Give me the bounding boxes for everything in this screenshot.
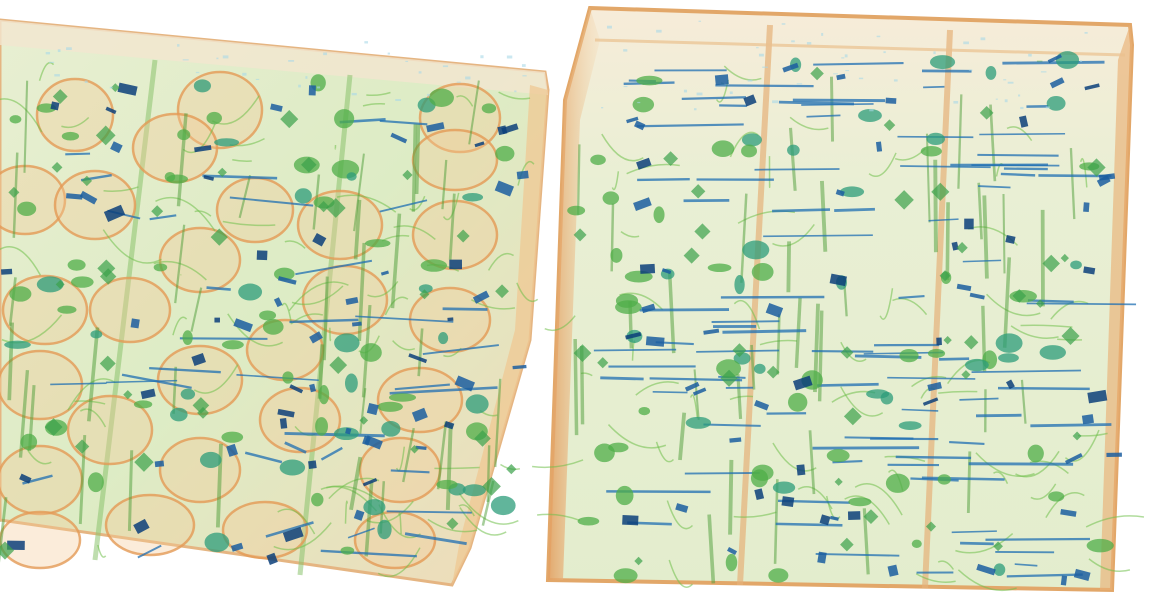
cyan-speckle: [807, 42, 811, 44]
component-oval: [921, 146, 942, 156]
component-oval: [381, 421, 400, 437]
metal-rod: [939, 359, 969, 360]
component-oval: [71, 276, 94, 287]
stick-object: [488, 445, 489, 502]
cyan-speckle: [457, 82, 461, 83]
component-oval: [377, 402, 403, 412]
dense-component: [449, 260, 462, 269]
dense-component: [964, 219, 974, 230]
component-oval: [365, 239, 390, 247]
cyan-speckle: [797, 83, 803, 84]
component-oval: [466, 394, 489, 413]
metal-rod: [977, 155, 1058, 156]
component-oval: [4, 341, 31, 349]
component-oval: [436, 480, 457, 489]
component-oval: [177, 129, 190, 140]
dense-component: [447, 317, 453, 321]
component-oval: [183, 330, 193, 345]
cyan-speckle: [395, 99, 401, 101]
component-oval: [170, 408, 188, 422]
cyan-speckle: [364, 41, 368, 43]
component-oval: [421, 259, 447, 271]
cyan-speckle: [443, 65, 448, 67]
metal-rod: [443, 309, 488, 310]
component-oval: [10, 115, 22, 123]
cyan-speckle: [317, 86, 320, 88]
component-oval: [280, 460, 305, 476]
stick-object: [788, 241, 789, 292]
cyan-speckle: [1020, 107, 1023, 109]
tag-object: [506, 464, 516, 474]
cyan-speckle: [480, 55, 483, 58]
component-oval: [773, 481, 795, 493]
component-oval: [334, 333, 359, 352]
cyan-speckle: [1046, 106, 1050, 108]
cyan-speckle: [405, 61, 408, 62]
cyan-speckle: [1008, 82, 1014, 84]
cyan-speckle: [637, 102, 640, 103]
component-oval: [90, 330, 102, 338]
cyan-speckle: [730, 91, 733, 94]
cyan-speckle: [49, 62, 54, 63]
cyan-speckle: [762, 67, 768, 68]
component-oval: [986, 66, 997, 80]
cyan-speckle: [953, 101, 958, 104]
component-oval: [742, 241, 769, 260]
cyan-speckle: [1080, 60, 1082, 62]
component-oval: [938, 474, 951, 484]
component-oval: [930, 55, 955, 69]
metal-rod: [600, 378, 643, 379]
metal-rod: [703, 425, 760, 426]
component-oval: [315, 417, 328, 436]
component-oval: [238, 284, 262, 301]
metal-rod: [813, 448, 920, 449]
component-oval: [334, 109, 354, 128]
cyan-speckle: [969, 70, 973, 71]
dense-component: [817, 552, 826, 564]
stick-object: [578, 144, 579, 214]
metal-rod: [65, 154, 90, 155]
component-oval: [57, 306, 76, 314]
component-oval: [463, 484, 486, 496]
cyan-speckle: [522, 64, 526, 67]
component-oval: [734, 275, 744, 294]
metal-rod: [817, 384, 879, 385]
component-oval: [363, 499, 385, 515]
component-oval: [636, 76, 662, 86]
component-oval: [996, 333, 1023, 352]
cyan-speckle: [883, 51, 885, 53]
component-oval: [899, 421, 922, 430]
component-oval: [752, 263, 774, 281]
component-oval: [787, 145, 800, 156]
component-oval: [633, 97, 655, 112]
component-oval: [965, 359, 989, 371]
cyan-speckle: [933, 51, 935, 54]
metal-rod: [1028, 300, 1074, 301]
metal-rod: [979, 134, 1065, 135]
component-oval: [438, 332, 448, 344]
metal-rod: [685, 473, 760, 474]
component-oval: [263, 319, 284, 335]
cyan-speckle: [697, 93, 703, 96]
dense-component: [309, 85, 316, 95]
component-oval: [926, 133, 945, 145]
component-oval: [912, 540, 922, 548]
cyan-speckle: [607, 26, 612, 29]
dense-component: [936, 337, 942, 345]
cyan-speckle: [177, 44, 179, 47]
metal-rod: [1001, 174, 1035, 175]
cyan-speckle: [859, 78, 863, 80]
component-oval: [639, 407, 651, 415]
component-oval: [768, 568, 788, 582]
dense-component: [640, 264, 655, 274]
cyan-speckle: [66, 47, 72, 50]
cyan-speckle: [684, 90, 687, 93]
dense-component: [1106, 453, 1122, 457]
stick-object: [820, 311, 822, 402]
cyan-speckle: [256, 79, 259, 80]
cyan-speckle: [110, 87, 113, 89]
cyan-speckle: [759, 54, 764, 57]
cyan-speckle: [791, 40, 795, 42]
metal-rod: [969, 464, 1073, 465]
component-oval: [712, 140, 735, 157]
cyan-speckle: [821, 33, 823, 36]
cyan-speckle: [419, 71, 422, 73]
component-oval: [429, 89, 454, 107]
component-oval: [482, 103, 496, 113]
component-oval: [686, 417, 711, 429]
cyan-speckle: [772, 100, 778, 103]
dense-component: [715, 74, 729, 85]
component-oval: [866, 389, 889, 398]
cyan-speckle: [833, 73, 838, 74]
wire-trace: [330, 328, 331, 341]
component-oval: [389, 393, 416, 401]
component-oval: [319, 385, 330, 404]
metal-rod: [985, 539, 1089, 540]
cyan-speckle: [85, 81, 88, 83]
metal-rod: [923, 87, 944, 88]
cyan-speckle: [996, 99, 998, 100]
component-oval: [603, 191, 620, 204]
cyan-speckle: [216, 58, 218, 60]
dense-component: [796, 464, 805, 475]
metal-rod: [1030, 425, 1111, 426]
cyan-speckle: [507, 56, 512, 59]
component-oval: [495, 146, 514, 162]
cyan-speckle: [748, 80, 753, 82]
dense-component: [622, 515, 638, 525]
metal-rod: [834, 209, 875, 210]
metal-rod: [1002, 62, 1104, 63]
stick-object: [413, 124, 415, 212]
component-oval: [9, 286, 31, 301]
component-oval: [21, 434, 38, 450]
dense-component: [257, 250, 268, 260]
component-oval: [221, 432, 243, 443]
component-oval: [1087, 539, 1114, 553]
component-oval: [154, 263, 168, 271]
cyan-speckle: [845, 70, 849, 71]
component-oval: [295, 188, 312, 203]
component-oval: [578, 517, 600, 526]
cyan-speckle: [1005, 99, 1008, 102]
cyan-speckle: [465, 76, 470, 79]
dense-component: [1, 269, 12, 275]
stick-object: [984, 195, 987, 278]
component-oval: [181, 389, 195, 400]
cyan-speckle: [352, 93, 357, 95]
stick-object: [935, 160, 936, 252]
cyan-speckle: [223, 55, 229, 58]
component-oval: [1040, 345, 1066, 360]
cyan-speckle: [624, 86, 628, 87]
stick-object: [778, 314, 780, 374]
cyan-speckle: [54, 74, 60, 76]
component-oval: [590, 155, 606, 165]
component-oval: [214, 138, 239, 146]
component-oval: [708, 264, 732, 272]
metal-rod: [712, 321, 780, 322]
stick-object: [417, 124, 419, 194]
component-oval: [1048, 491, 1064, 501]
component-oval: [222, 340, 244, 349]
cyan-speckle: [196, 72, 199, 73]
dense-component: [280, 418, 287, 429]
cyan-speckle: [1028, 54, 1032, 57]
component-oval: [462, 193, 483, 201]
component-oval: [754, 364, 766, 374]
cyan-speckle: [782, 23, 786, 25]
cyan-speckle: [298, 85, 301, 88]
component-oval: [848, 497, 871, 506]
component-oval: [205, 533, 230, 552]
component-oval: [360, 343, 382, 362]
dense-component: [155, 461, 164, 468]
component-oval: [741, 145, 757, 158]
dense-component: [886, 98, 897, 104]
component-oval: [282, 371, 293, 383]
component-oval: [1047, 96, 1066, 111]
component-oval: [610, 248, 622, 263]
cyan-speckle: [323, 53, 327, 56]
component-oval: [567, 206, 585, 216]
component-oval: [88, 472, 104, 492]
component-oval: [207, 112, 222, 124]
component-oval: [899, 349, 918, 362]
metal-rod: [776, 524, 843, 525]
stick-object: [1003, 194, 1004, 273]
wire-trace: [98, 545, 106, 557]
component-oval: [614, 568, 638, 583]
metal-rod: [180, 338, 268, 339]
component-oval: [608, 443, 628, 453]
metal-rod: [755, 169, 840, 170]
component-oval: [311, 493, 323, 506]
cyan-speckle: [1041, 71, 1047, 72]
dense-component: [646, 336, 665, 346]
component-oval: [194, 79, 211, 92]
cyan-speckle: [1003, 79, 1006, 80]
dense-component: [214, 318, 220, 323]
metal-rod: [653, 392, 688, 393]
cyan-speckle: [242, 73, 246, 76]
cyan-speckle: [894, 79, 898, 81]
dense-component: [517, 171, 529, 180]
dense-component: [848, 511, 860, 520]
component-oval: [751, 469, 768, 487]
metal-rod: [715, 85, 813, 86]
dense-component: [308, 460, 317, 469]
cyan-speckle: [963, 41, 969, 44]
component-oval: [200, 452, 222, 468]
component-oval: [788, 393, 807, 412]
cyan-speckle: [46, 52, 50, 54]
component-oval: [1028, 445, 1044, 463]
metal-rod: [960, 543, 994, 544]
cyan-speckle: [981, 37, 986, 40]
component-oval: [62, 132, 79, 141]
metal-rod: [998, 388, 1090, 389]
component-oval: [616, 294, 638, 308]
cyan-speckle: [514, 90, 516, 92]
cyan-speckle: [869, 109, 873, 111]
cyan-speckle: [877, 36, 881, 38]
component-oval: [347, 172, 357, 180]
dense-component: [781, 496, 794, 507]
metal-rod: [793, 100, 885, 101]
metal-rod: [722, 331, 806, 333]
cyan-speckle: [58, 49, 61, 52]
component-oval: [928, 349, 945, 358]
dense-component: [1083, 202, 1089, 212]
component-oval: [377, 520, 391, 540]
component-oval: [616, 486, 634, 505]
cyan-speckle: [601, 107, 603, 108]
cyan-speckle: [427, 94, 430, 97]
cyan-speckle: [388, 53, 390, 55]
cyan-speckle: [522, 75, 526, 76]
dense-component: [1082, 414, 1094, 424]
stick-object: [968, 451, 969, 513]
dense-component: [131, 318, 140, 328]
metal-rod: [772, 210, 830, 211]
component-oval: [654, 206, 665, 223]
component-oval: [68, 259, 86, 270]
cyan-speckle: [756, 47, 759, 48]
cyan-speckle: [623, 49, 627, 51]
stick-object: [831, 77, 832, 142]
metal-rod: [594, 350, 676, 351]
cyan-speckle: [1018, 94, 1020, 96]
component-oval: [491, 496, 516, 515]
component-oval: [259, 310, 276, 320]
cyan-speckle: [694, 108, 697, 110]
component-oval: [998, 353, 1019, 362]
metal-rod: [976, 415, 1021, 416]
component-oval: [341, 547, 355, 555]
stick-object: [947, 202, 948, 280]
cyan-speckle: [1085, 32, 1088, 34]
dense-component: [50, 101, 59, 110]
stick-object: [730, 460, 731, 535]
cyan-speckle: [183, 59, 189, 60]
component-oval: [886, 474, 910, 493]
component-oval: [1056, 51, 1079, 69]
component-oval: [17, 202, 36, 216]
component-oval: [167, 174, 188, 183]
metal-rod: [845, 437, 914, 438]
cyan-speckle: [305, 76, 307, 79]
cyan-speckle: [656, 30, 661, 33]
cyan-speckle: [841, 57, 844, 58]
metal-rod: [637, 179, 690, 180]
cyan-speckle: [845, 54, 848, 57]
cyan-speckle: [288, 60, 294, 62]
metal-rod: [896, 457, 971, 458]
metal-rod: [719, 105, 747, 106]
component-oval: [742, 133, 762, 146]
cyan-speckle: [699, 21, 702, 22]
component-oval: [726, 554, 737, 571]
component-oval: [1070, 260, 1082, 269]
component-oval: [345, 373, 358, 392]
component-oval: [134, 400, 152, 408]
metal-rod: [801, 104, 873, 105]
component-oval: [827, 449, 850, 462]
